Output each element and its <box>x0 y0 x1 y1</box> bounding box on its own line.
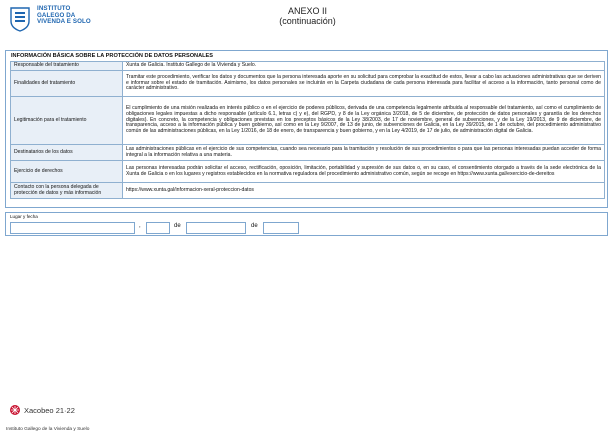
row-value: El cumplimiento de una misión realizada en interés público o en el ejercicio de poderes públicos, derivada de una competencia legalmente atribuida al responsable del tratamiento, así como el cumplimiento de obligaciones legales impuestas a dicho responsable (artículo 6.1, letras c) y e), del RGPD, y 8 de la Ley orgánica 3/2018, de 5 de diciembre, de protección de datos personales y garantía de los derechos digitales). En concreto, la competencia y obligaciones previstas en los preceptos básicos de la Ley 38/2003, de 17 de noviembre, general de subvenciones, y de la Ley 19/2013, de 9 de diciembre, de transparencia, acceso a la información pública y buen gobierno, así como en la Ley 9/2007, de 13 de junio, de subvenciones de Galicia, en la Ley 39/2015, de 1 de octubre, del procedimiento administrativo común de las administraciones públicas, en la Ley 1/2016, de 18 de enero, de transparencia y buen gobierno, y en la Ley 4/2019, de 17 de julio, de administración digital de Galicia. <box>123 97 605 145</box>
table-row <box>11 183 605 199</box>
row-label: Contacto con la persona delegada de protección de datos y más información <box>11 183 123 199</box>
data-protection-title: INFORMACIÓN BÁSICA SOBRE LA PROTECCIÓN DE DATOS PERSONALES <box>11 53 214 59</box>
row-value: Las personas interesadas podrán solicitar el acceso, rectificación, oposición, limitación, portabilidad y supresión de sus datos o, en su caso, el consentimiento otorgado a través de la sede electrónica de la Xunta de Galicia o en los lugares y registros establecidos en la normativa reguladora del procedimiento administrativo común, según se recoge en https://www.xunta.gal/exercicio-de-dereitos <box>123 161 605 183</box>
data-protection-panel <box>5 50 608 208</box>
xacobeo-shell-icon <box>9 404 21 416</box>
row-value: Las administraciones públicas en el ejercicio de sus competencias, cuando sea necesario para la tramitación y resolución de sus procedimientos o para que las personas interesadas puedan acceder de forma integral a la información relativa a una materia. <box>123 145 605 161</box>
row-label: Legitimación para el tratamiento <box>11 97 123 145</box>
data-protection-table <box>10 61 605 199</box>
annex-heading <box>0 6 615 26</box>
row-label: Ejercicio de derechos <box>11 161 123 183</box>
de-separator-2: de <box>251 223 258 229</box>
row-label: Destinatarios de los datos <box>11 145 123 161</box>
row-value: Tramitar este procedimiento, verificar los datos y documentos que la persona interesada aporte en su solicitud para comprobar la exactitud de estos, llevar a cabo las actuaciones administrativas que se deriven e informar sobre el estado de tramitación. Asimismo, los datos personales se incluirán en la Carpeta ciudadana de cada persona interesada para facilitar el acceso a la información, tanto personal como de carácter administrativo. <box>123 71 605 97</box>
year-field[interactable] <box>263 222 299 234</box>
table-row <box>11 62 605 71</box>
table-row <box>11 161 605 183</box>
place-field[interactable] <box>10 222 135 234</box>
annex-subtitle: (continuación) <box>279 16 336 26</box>
xacobeo-logo <box>9 404 75 416</box>
dpo-link[interactable]: https://www.xunta.gal/informacion-xeral-proteccion-datos <box>123 183 605 199</box>
table-row <box>11 71 605 97</box>
place-date-label: Lugar y fecha <box>10 214 38 219</box>
de-separator-1: de <box>174 223 181 229</box>
row-label: Responsable del tratamiento <box>11 62 123 71</box>
annex-title: ANEXO II <box>287 6 327 16</box>
logo-line-2: GALEGO DA <box>37 11 76 19</box>
row-value: Xunta de Galicia. Instituto Gallego de la Vivienda y Suelo. <box>123 62 605 71</box>
row-label: Finalidades del tratamiento <box>11 71 123 97</box>
logo-line-1: INSTITUTO <box>37 5 71 12</box>
table-row <box>11 97 605 145</box>
xacobeo-brand-text: Xacobeo 21·22 <box>24 405 75 415</box>
footer-organization: Instituto Gallego de la Vivienda y Suelo <box>6 427 90 432</box>
day-field[interactable] <box>146 222 170 234</box>
month-field[interactable] <box>186 222 246 234</box>
table-row <box>11 145 605 161</box>
comma-separator: , <box>139 223 141 229</box>
logo-line-3: VIVENDA E SOLO <box>37 18 91 26</box>
place-date-section <box>5 212 608 236</box>
